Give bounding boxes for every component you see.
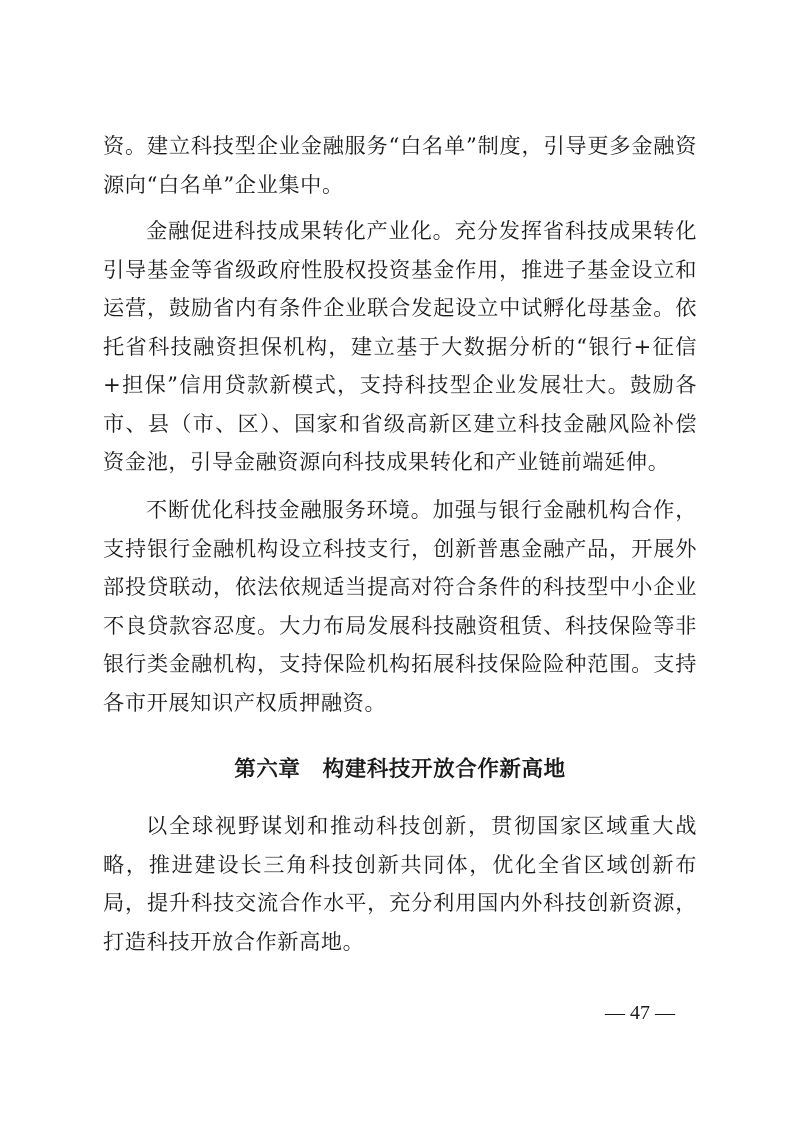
paragraph-continuation: 资。建立科技型企业金融服务“白名单”制度，引导更多金融资源向“白名单”企业集中。 xyxy=(103,133,697,197)
paragraph-chapter-intro: 以全球视野谋划和推动科技创新，贯彻国家区域重大战略，推进建设长三角科技创新共同体，优化全省区域创新布局，提升科技交流合作水平，充分利用国内外科技创新资源，打造科技开放合作新高地。 xyxy=(103,813,697,954)
paragraph-finance-service-environment: 不断优化科技金融服务环境。加强与银行金融机构合作，支持银行金融机构设立科技支行，创新普惠金融产品，开展外部投贷联动，依法依规适当提高对符合条件的科技型中小企业不良贷款容忍度。大力布局发展科技融资租赁、科技保险等非银行类金融机构，支持保险机构拓展科技保险险种范围。支持各市开展知识产权质押融资。 xyxy=(103,497,697,715)
page-number: — 47 — xyxy=(605,1002,675,1024)
paragraph-tech-finance-transformation: 金融促进科技成果转化产业化。充分发挥省科技成果转化引导基金等省级政府性股权投资基金作用，推进子基金设立和运营，鼓励省内有条件企业联合发起设立中试孵化母基金。依托省科技融资担保机构，建立基于大数据分析的“银行+征信+担保”信用贷款新模式，支持科技型企业发展壮大。鼓励各市、县（市、区）、国家和省级高新区建立科技金融风险补偿资金池，引导金融资源向科技成果转化和产业链前端延伸。 xyxy=(103,218,697,474)
chapter-heading: 第六章 构建科技开放合作新高地 xyxy=(234,757,566,782)
